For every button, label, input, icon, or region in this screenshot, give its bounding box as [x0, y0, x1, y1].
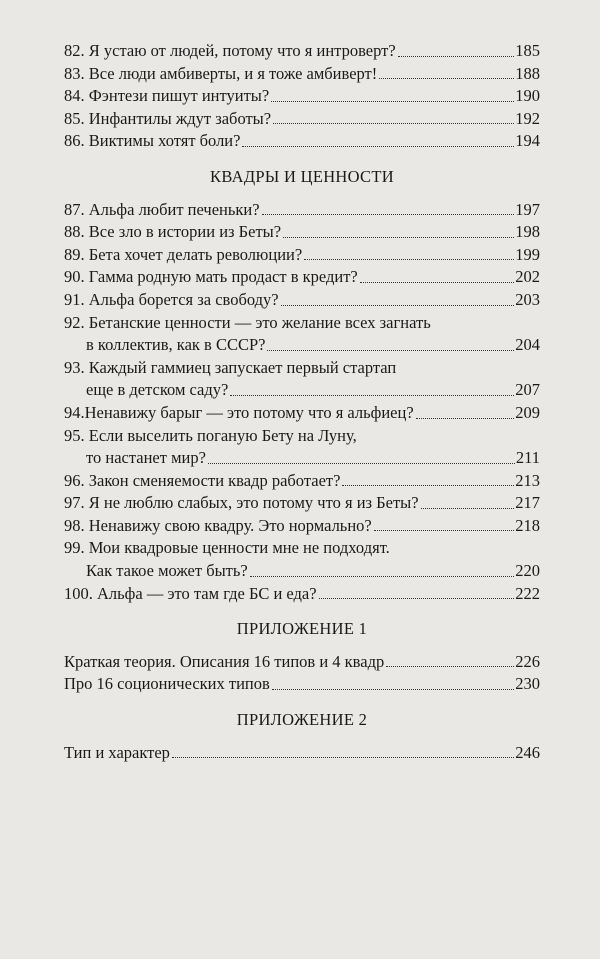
- toc-entry: [64, 63, 540, 86]
- toc-entry: [64, 357, 540, 402]
- page-number: 203: [515, 289, 540, 309]
- toc-entry: [64, 108, 540, 131]
- page-number: 218: [515, 515, 540, 535]
- toc-entry: [64, 470, 540, 493]
- toc-entry: [64, 583, 540, 606]
- section-heading: ПРИЛОЖЕНИЕ 1: [236, 619, 368, 639]
- page-number: 185: [515, 41, 540, 60]
- page-number: 222: [515, 583, 540, 603]
- page-number: 217: [515, 493, 540, 513]
- entry-title-continued: еще в детском саду?: [86, 380, 229, 400]
- entry-title: Краткая теория. Описания 16 типов и 4 квадр: [64, 651, 385, 671]
- page-number: 192: [515, 108, 540, 128]
- entry-title: 98. Ненавижу свою квадру. Это нормально?: [64, 515, 372, 535]
- dot-leader: [272, 689, 514, 690]
- toc-entry: [64, 673, 540, 696]
- toc-entry: [64, 537, 540, 582]
- page-number: 198: [515, 222, 540, 242]
- toc-entry: [64, 130, 540, 153]
- entry-title-continued: Как такое может быть?: [86, 561, 248, 581]
- page-number: 188: [515, 63, 540, 83]
- entry-title: 91. Альфа борется за свободу?: [64, 289, 279, 309]
- dot-leader: [304, 259, 514, 260]
- dot-leader: [242, 146, 514, 147]
- page-number: 246: [515, 742, 540, 762]
- dot-leader: [208, 463, 515, 464]
- toc-entry: [64, 651, 540, 674]
- page-number: 213: [515, 470, 540, 490]
- dot-leader: [398, 56, 515, 57]
- entry-title: 92. Бетанские ценности — это желание всех загнать: [64, 312, 431, 332]
- dot-leader: [386, 666, 514, 667]
- page-number: 199: [515, 244, 540, 264]
- entry-title: 86. Виктимы хотят боли?: [64, 131, 241, 151]
- dot-leader: [416, 418, 515, 419]
- toc-entry: [64, 742, 540, 765]
- toc-entry: [64, 244, 540, 267]
- entry-title: 90. Гамма родную мать продаст в кредит?: [64, 267, 358, 287]
- dot-leader: [271, 101, 514, 102]
- entry-title: 82. Я устаю от людей, потому что я интроверт?: [64, 41, 396, 60]
- page-number: 211: [515, 448, 540, 468]
- page-number: 220: [515, 561, 540, 581]
- entry-title: 99. Мои квадровые ценности мне не подходят.: [64, 538, 390, 558]
- section-heading: КВАДРЫ И ЦЕННОСТИ: [210, 166, 394, 186]
- page-number: 194: [515, 131, 540, 151]
- entry-title: 96. Закон сменяемости квадр работает?: [64, 470, 341, 490]
- dot-leader: [360, 282, 515, 283]
- dot-leader: [283, 237, 514, 238]
- page-number: 190: [515, 86, 540, 106]
- page-number: 197: [515, 199, 540, 219]
- dot-leader: [267, 350, 514, 351]
- toc-entry: [64, 492, 540, 515]
- dot-leader: [319, 598, 515, 599]
- toc-entry: [64, 85, 540, 108]
- toc-entry: [64, 199, 540, 222]
- section-heading: ПРИЛОЖЕНИЕ 2: [236, 710, 368, 730]
- page-number: 202: [515, 267, 540, 287]
- toc-entry: [64, 515, 540, 538]
- entry-title: 83. Все люди амбиверты, и я тоже амбиверт!: [64, 63, 378, 83]
- dot-leader: [379, 78, 514, 79]
- toc-entry: [64, 312, 540, 357]
- toc-entry: [64, 402, 540, 425]
- entry-title: 95. Если выселить поганую Бету на Луну,: [64, 425, 357, 445]
- page-number: 207: [515, 380, 540, 400]
- toc-entry: [64, 425, 540, 470]
- dot-leader: [281, 305, 515, 306]
- dot-leader: [421, 508, 515, 509]
- dot-leader: [250, 576, 515, 577]
- entry-title: 93. Каждый гаммиец запускает первый стартап: [64, 357, 397, 377]
- entry-title: 87. Альфа любит печеньки?: [64, 199, 260, 219]
- toc-entry: [64, 266, 540, 289]
- table-of-contents: [64, 40, 540, 764]
- dot-leader: [342, 485, 514, 486]
- entry-title: Тип и характер: [64, 742, 170, 762]
- page-number: 204: [515, 335, 540, 355]
- entry-title-continued: то настанет мир?: [86, 448, 206, 468]
- toc-entry: [64, 40, 540, 63]
- dot-leader: [273, 123, 514, 124]
- toc-entry: [64, 289, 540, 312]
- entry-title: 94.Ненавижу барыг — это потому что я альфиец?: [64, 402, 414, 422]
- entry-title: 100. Альфа — это там где БС и еда?: [64, 583, 317, 603]
- entry-title: 84. Фэнтези пишут интуиты?: [64, 86, 270, 106]
- toc-entry: [64, 221, 540, 244]
- dot-leader: [172, 757, 514, 758]
- entry-title: 97. Я не люблю слабых, это потому что я из Беты?: [64, 493, 419, 513]
- page-number: 230: [515, 674, 540, 694]
- dot-leader: [374, 530, 515, 531]
- entry-title: 85. Инфантилы ждут заботы?: [64, 108, 272, 128]
- entry-title-continued: в коллектив, как в СССР?: [86, 335, 266, 355]
- page-number: 209: [515, 402, 540, 422]
- dot-leader: [262, 214, 515, 215]
- entry-title: 88. Все зло в истории из Беты?: [64, 222, 282, 242]
- entry-title: Про 16 соционических типов: [64, 674, 270, 694]
- entry-title: 89. Бета хочет делать революции?: [64, 244, 303, 264]
- page-number: 226: [515, 651, 540, 671]
- dot-leader: [230, 395, 514, 396]
